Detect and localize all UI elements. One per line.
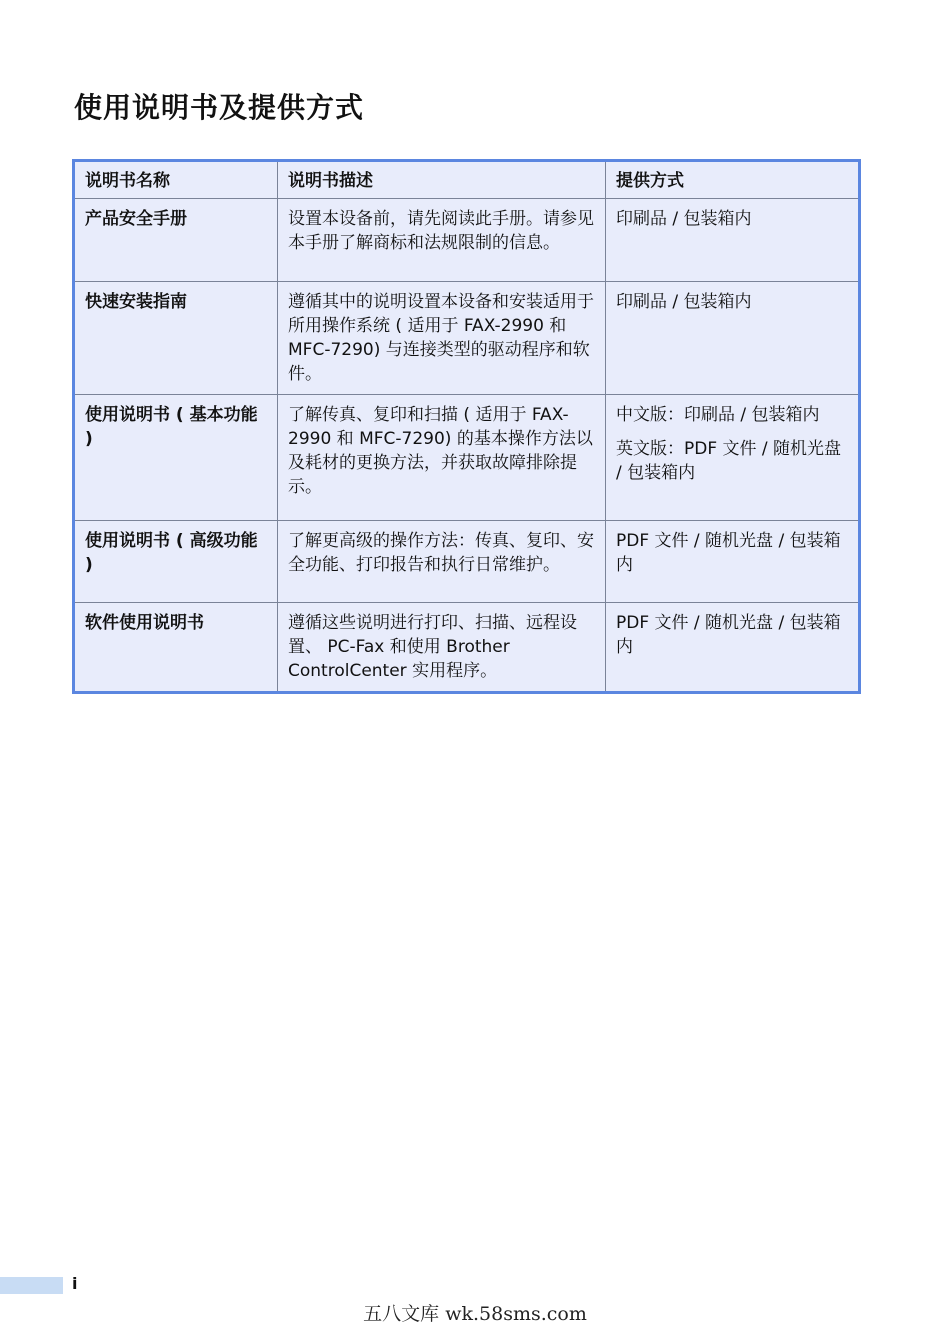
- manuals-table: [72, 159, 861, 694]
- provision-text-chinese: 中文版：印刷品 / 包装箱内: [616, 405, 820, 425]
- provision-text: 印刷品 / 包装箱内: [616, 209, 752, 229]
- provision-cell: [606, 603, 860, 693]
- provision-text: 印刷品 / 包装箱内: [616, 292, 752, 312]
- manual-description-cell: 遵循这些说明进行打印、扫描、远程设置、 PC-Fax 和使用 Brother ControlCenter 实用程序。: [278, 603, 606, 693]
- provision-cell: [606, 199, 860, 282]
- manual-description-cell: 设置本设备前，请先阅读此手册。请参见本手册了解商标和法规限制的信息。: [278, 199, 606, 282]
- manual-name-cell: 快速安装指南: [74, 282, 278, 395]
- watermark-text: 五八文库 wk.58sms.com: [363, 1303, 587, 1325]
- manual-name-cell: 使用说明书 ( 高级功能 ): [74, 521, 278, 603]
- provision-cell: [606, 521, 860, 603]
- manual-name-cell: 产品安全手册: [74, 199, 278, 282]
- table-row: [74, 199, 860, 282]
- table-row: [74, 603, 860, 693]
- footer-color-bar: [0, 1277, 63, 1294]
- manual-name-cell: 使用说明书 ( 基本功能 ): [74, 395, 278, 521]
- header-manual-name: 说明书名称: [74, 161, 278, 199]
- provision-cell: [606, 282, 860, 395]
- manual-description-cell: 了解更高级的操作方法：传真、复印、安全功能、打印报告和执行日常维护。: [278, 521, 606, 603]
- header-provision-method: 提供方式: [606, 161, 860, 199]
- provision-text-english: 英文版：PDF 文件 / 随机光盘 / 包装箱内: [616, 439, 842, 483]
- manual-name-cell: 软件使用说明书: [74, 603, 278, 693]
- table-header-row: [74, 161, 860, 199]
- provision-cell: [606, 395, 860, 521]
- page-title: 使用说明书及提供方式: [74, 91, 365, 124]
- table-row: [74, 282, 860, 395]
- manual-description-cell: 遵循其中的说明设置本设备和安装适用于所用操作系统 ( 适用于 FAX-2990 和 MFC-7290) 与连接类型的驱动程序和软件。: [278, 282, 606, 395]
- table-row: [74, 521, 860, 603]
- provision-text: PDF 文件 / 随机光盘 / 包装箱内: [616, 613, 841, 657]
- manual-description-cell: 了解传真、复印和扫描 ( 适用于 FAX-2990 和 MFC-7290) 的基本操作方法以及耗材的更换方法，并获取故障排除提示。: [278, 395, 606, 521]
- provision-text: PDF 文件 / 随机光盘 / 包装箱内: [616, 531, 841, 575]
- page-number: i: [72, 1274, 78, 1293]
- table-row: [74, 395, 860, 521]
- header-manual-description: 说明书描述: [278, 161, 606, 199]
